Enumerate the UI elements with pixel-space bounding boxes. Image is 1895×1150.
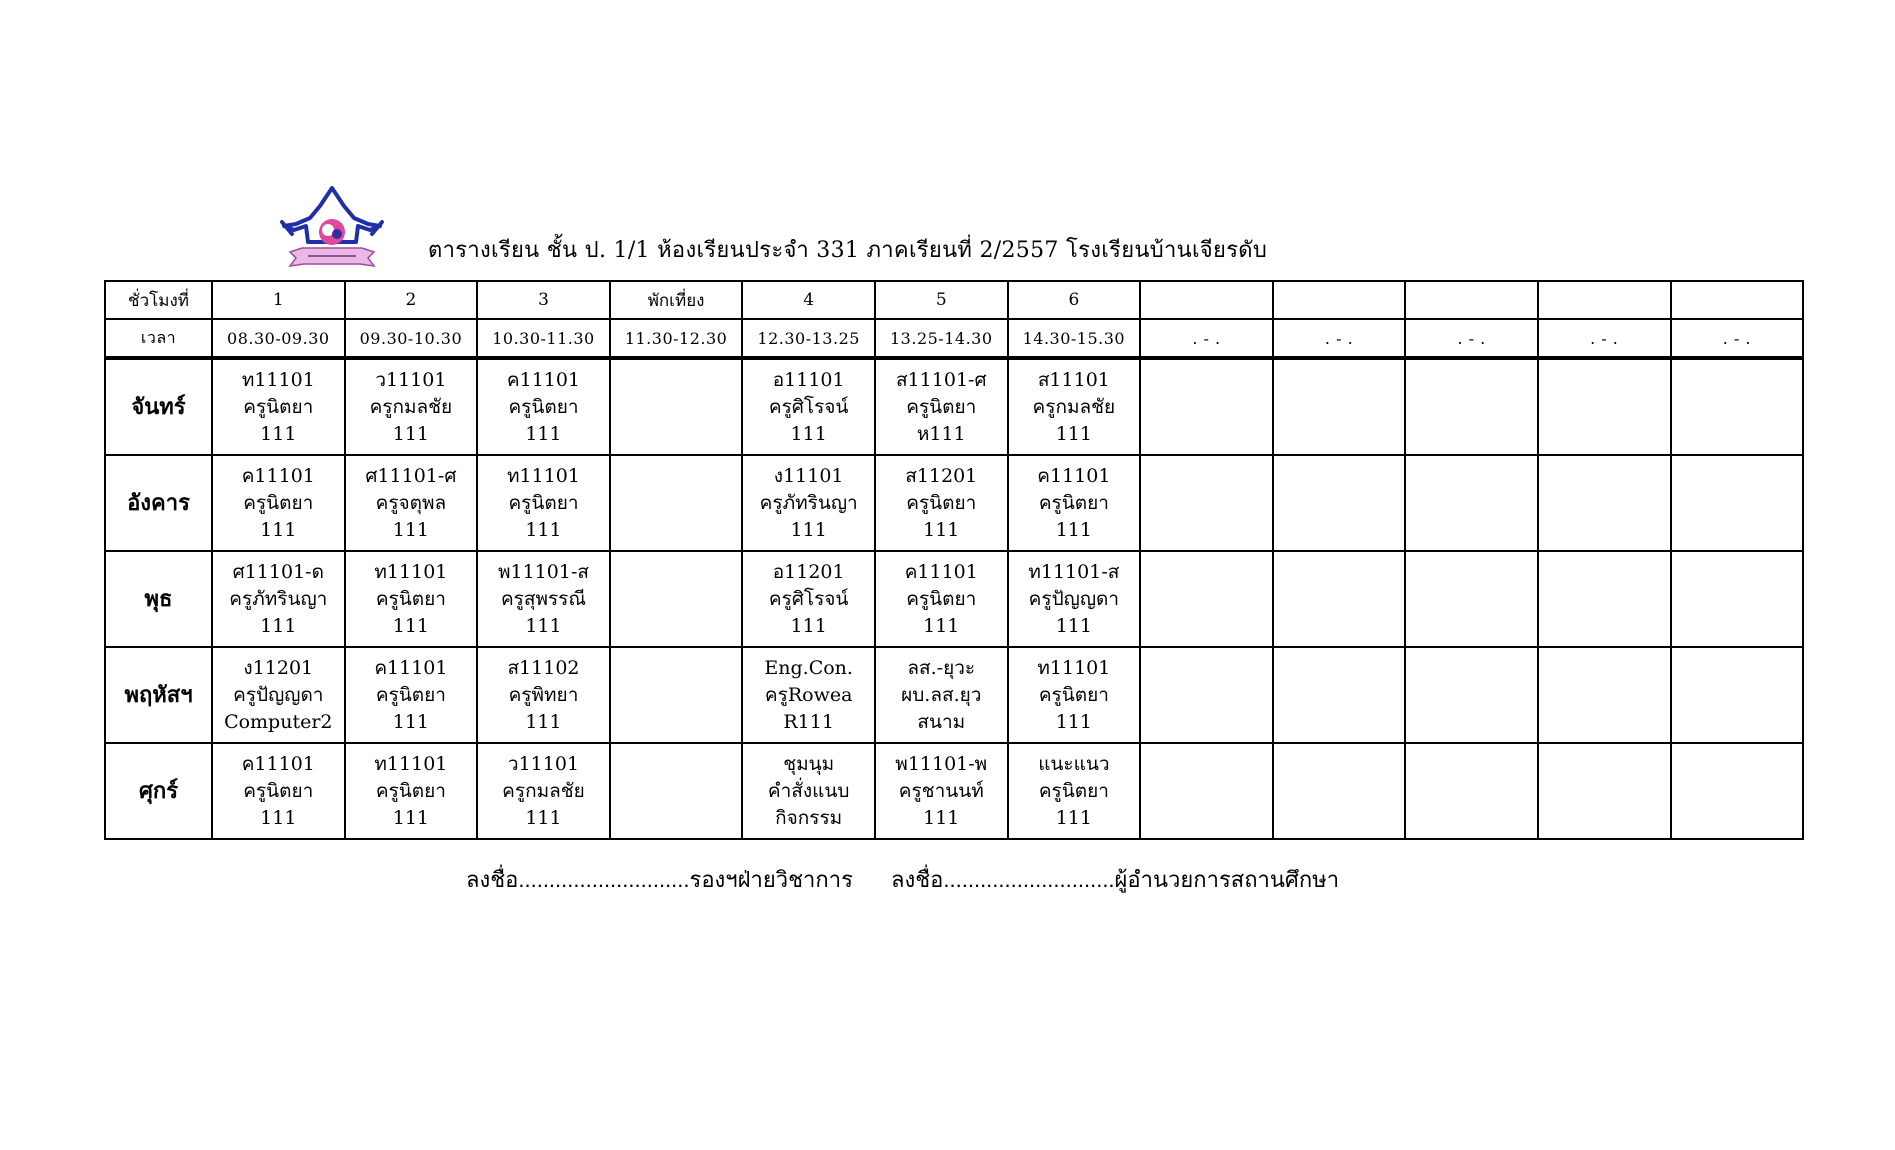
schedule-cell [1008, 743, 1141, 839]
schedule-cell [1671, 743, 1804, 839]
schedule-cell [477, 551, 610, 647]
schedule-cell [610, 647, 743, 743]
schedule-cell [1538, 358, 1671, 455]
teacher-name: ครูนิตยา [375, 779, 446, 802]
period-number [1671, 281, 1804, 319]
schedule-cell [212, 551, 345, 647]
room: 111 [525, 422, 562, 445]
teacher-name: ครูชานนท์ [898, 779, 984, 802]
subject-code: ส11101-ศ [896, 368, 987, 391]
subject-code: ท11101 [374, 752, 448, 775]
schedule-cell [1405, 551, 1538, 647]
schedule-cell [477, 358, 610, 455]
signature-line [466, 862, 1339, 897]
subject-code: ชุมนุม [783, 752, 835, 775]
schedule-cell [212, 647, 345, 743]
teacher-name: ครูศิโรจน์ [768, 587, 849, 610]
page-title: ตารางเรียน ชั้น ป. 1/1 ห้องเรียนประจำ 331 ภาคเรียนที่ 2/2557 โรงเรียนบ้านเจียรดับ [428, 238, 1268, 263]
teacher-name: ครูกมลชัย [369, 395, 453, 418]
teacher-name: ครูนิตยา [906, 491, 977, 514]
teacher-name: ครูพิทยา [508, 683, 579, 706]
room: 111 [525, 710, 562, 733]
subject-code: ลส.-ยุวะ [907, 656, 976, 679]
teacher-name: ครูนิตยา [243, 395, 314, 418]
schedule-cell [1273, 455, 1406, 551]
room: 111 [525, 614, 562, 637]
time-slot: . - . [1273, 319, 1406, 358]
schedule-cell [1140, 647, 1273, 743]
subject-code: Eng.Con. [764, 656, 853, 679]
room: 111 [790, 614, 827, 637]
signature-academic-deputy: ลงชื่อ............................รองฯฝ่ายวิชาการ [466, 867, 853, 892]
schedule-cell [345, 647, 478, 743]
period-number: 4 [742, 281, 875, 319]
room: 111 [260, 614, 297, 637]
schedule-cell [1140, 551, 1273, 647]
period-number: 6 [1008, 281, 1141, 319]
subject-code: ส11101 [1037, 368, 1110, 391]
time-slot: 14.30-15.30 [1008, 319, 1141, 358]
subject-code: ว11101 [507, 752, 580, 775]
schedule-cell [1140, 358, 1273, 455]
schedule-cell [212, 455, 345, 551]
schedule-cell [1405, 647, 1538, 743]
time-slot: 09.30-10.30 [345, 319, 478, 358]
time-slot: . - . [1671, 319, 1804, 358]
subject-code: ท11101-ส [1028, 560, 1120, 583]
subject-code: พ11101-พ [895, 752, 988, 775]
period-number: 1 [212, 281, 345, 319]
schedule-cell [742, 358, 875, 455]
room: 111 [1055, 518, 1092, 541]
room: 111 [525, 518, 562, 541]
subject-code: ศ11101-ด [232, 560, 324, 583]
room: สนาม [917, 710, 966, 733]
schedule-cell [1273, 647, 1406, 743]
day-label: พฤหัสฯ [105, 647, 212, 743]
room: 111 [392, 614, 430, 637]
room: 111 [923, 806, 960, 829]
teacher-name: ครูนิตยา [1038, 491, 1109, 514]
room: R111 [783, 710, 834, 733]
teacher-name: ครูกมลชัย [502, 779, 585, 802]
schedule-cell [477, 455, 610, 551]
teacher-name: ครูนิตยา [508, 395, 579, 418]
teacher-name: ครูนิตยา [906, 587, 977, 610]
schedule-cell [1273, 743, 1406, 839]
room: 111 [392, 710, 430, 733]
subject-code: ว11101 [375, 368, 447, 391]
room: 111 [260, 806, 297, 829]
schedule-cell [1008, 358, 1141, 455]
subject-code: อ11101 [772, 368, 845, 391]
day-label: อังคาร [105, 455, 212, 551]
schedule-cell [345, 551, 478, 647]
day-label: ศุกร์ [105, 743, 212, 839]
schedule-cell [345, 358, 478, 455]
schedule-cell [345, 455, 478, 551]
schedule-cell [1140, 455, 1273, 551]
schedule-cell [610, 551, 743, 647]
schedule-cell [477, 743, 610, 839]
schedule-cell [212, 743, 345, 839]
time-label: เวลา [105, 319, 212, 358]
subject-code: ศ11101-ศ [365, 464, 457, 487]
schedule-cell [875, 455, 1008, 551]
room: 111 [1055, 614, 1092, 637]
teacher-name: ครูนิตยา [375, 587, 446, 610]
time-slot: . - . [1140, 319, 1273, 358]
day-row [105, 743, 1803, 839]
room: 111 [392, 518, 430, 541]
teacher-name: ครูศิโรจน์ [768, 395, 849, 418]
schedule-cell [1671, 647, 1804, 743]
time-slot: 08.30-09.30 [212, 319, 345, 358]
room: กิจกรรม [775, 806, 843, 829]
schedule-cell [742, 647, 875, 743]
subject-code: อ11201 [772, 560, 845, 583]
schedule-cell [610, 455, 743, 551]
schedule-cell [1405, 743, 1538, 839]
day-label: พุธ [105, 551, 212, 647]
schedule-cell [1405, 455, 1538, 551]
day-row [105, 647, 1803, 743]
subject-code: ง11101 [773, 464, 844, 487]
teacher-name: ครูปัญญดา [1028, 587, 1120, 610]
schedule-cell [1008, 455, 1141, 551]
period-number: 3 [477, 281, 610, 319]
school-emblem-icon [276, 184, 388, 276]
teacher-name: ครูนิตยา [243, 779, 314, 802]
period-number [1273, 281, 1406, 319]
room: 111 [923, 614, 960, 637]
room: 111 [1055, 422, 1092, 445]
timetable [104, 280, 1804, 840]
day-row [105, 358, 1803, 455]
subject-code: ค11101 [506, 368, 581, 391]
teacher-name: ครูภัทรินญา [759, 491, 858, 514]
teacher-name: ครูสุพรรณี [500, 587, 587, 610]
teacher-name: ครูจตุพล [375, 491, 447, 514]
subject-code: ท11101 [241, 368, 315, 391]
room: Computer2 [224, 710, 333, 733]
day-row [105, 551, 1803, 647]
teacher-name: ผบ.ลส.ยุว [901, 683, 982, 706]
schedule-cell [1273, 551, 1406, 647]
room: 111 [525, 806, 562, 829]
signature-director: ลงชื่อ............................ผู้อำนวยการสถานศึกษา [891, 867, 1340, 892]
teacher-name: ครูนิตยา [1038, 779, 1109, 802]
room: 111 [790, 518, 827, 541]
schedule-cell [610, 358, 743, 455]
room: ห111 [916, 422, 966, 445]
period-number [1140, 281, 1273, 319]
period-number [1538, 281, 1671, 319]
schedule-cell [875, 358, 1008, 455]
subject-code: ง11201 [243, 656, 314, 679]
schedule-cell [1671, 551, 1804, 647]
period-number: 5 [875, 281, 1008, 319]
room: 111 [392, 422, 430, 445]
room: 111 [1055, 710, 1092, 733]
schedule-cell [345, 743, 478, 839]
teacher-name: ครูนิตยา [375, 683, 446, 706]
schedule-cell [1140, 743, 1273, 839]
teacher-name: ครูนิตยา [1038, 683, 1109, 706]
teacher-name: ครูกมลชัย [1032, 395, 1116, 418]
room: 111 [260, 422, 297, 445]
schedule-cell [1405, 358, 1538, 455]
subject-code: ค11101 [374, 656, 448, 679]
schedule-cell [1538, 551, 1671, 647]
teacher-name: คำสั่งแนบ [767, 779, 850, 802]
period-number [1405, 281, 1538, 319]
room: 111 [260, 518, 297, 541]
subject-code: ท11101 [507, 464, 580, 487]
time-slot: . - . [1405, 319, 1538, 358]
subject-code: ค11101 [904, 560, 978, 583]
schedule-cell [1538, 743, 1671, 839]
room: 111 [392, 806, 430, 829]
subject-code: แนะแนว [1038, 752, 1110, 775]
period-header-row [105, 281, 1803, 319]
schedule-cell [875, 551, 1008, 647]
subject-code: พ11101-ส [497, 560, 589, 583]
time-slot: 12.30-13.25 [742, 319, 875, 358]
teacher-name: ครูนิตยา [508, 491, 579, 514]
room: 111 [923, 518, 960, 541]
subject-code: ท11101 [374, 560, 448, 583]
time-slot: 11.30-12.30 [610, 319, 743, 358]
subject-code: ค11101 [241, 752, 315, 775]
time-row [105, 319, 1803, 358]
schedule-cell [212, 358, 345, 455]
teacher-name: ครูภัทรินญา [229, 587, 328, 610]
schedule-cell [875, 647, 1008, 743]
day-row [105, 455, 1803, 551]
day-label: จันทร์ [105, 358, 212, 455]
teacher-name: ครูนิตยา [243, 491, 314, 514]
teacher-name: ครูนิตยา [906, 395, 977, 418]
subject-code: ท11101 [1037, 656, 1111, 679]
subject-code: ส11102 [507, 656, 580, 679]
room: 111 [790, 422, 827, 445]
room: 111 [1055, 806, 1092, 829]
schedule-cell [742, 743, 875, 839]
subject-code: ค11101 [241, 464, 315, 487]
schedule-cell [1538, 455, 1671, 551]
schedule-cell [1008, 647, 1141, 743]
schedule-cell [1671, 358, 1804, 455]
time-slot: 10.30-11.30 [477, 319, 610, 358]
subject-code: ส11201 [905, 464, 978, 487]
schedule-cell [875, 743, 1008, 839]
schedule-cell [477, 647, 610, 743]
teacher-name: ครูRowea [764, 683, 853, 706]
schedule-cell [1671, 455, 1804, 551]
schedule-cell [1008, 551, 1141, 647]
schedule-cell [1273, 358, 1406, 455]
schedule-cell [742, 455, 875, 551]
teacher-name: ครูปัญญดา [233, 683, 324, 706]
period-label: ชั่วโมงที่ [105, 281, 212, 319]
schedule-cell [1538, 647, 1671, 743]
time-slot: 13.25-14.30 [875, 319, 1008, 358]
lunch-break-header: พักเที่ยง [610, 281, 743, 319]
schedule-cell [742, 551, 875, 647]
period-number: 2 [345, 281, 478, 319]
schedule-cell [610, 743, 743, 839]
time-slot: . - . [1538, 319, 1671, 358]
subject-code: ค11101 [1037, 464, 1111, 487]
